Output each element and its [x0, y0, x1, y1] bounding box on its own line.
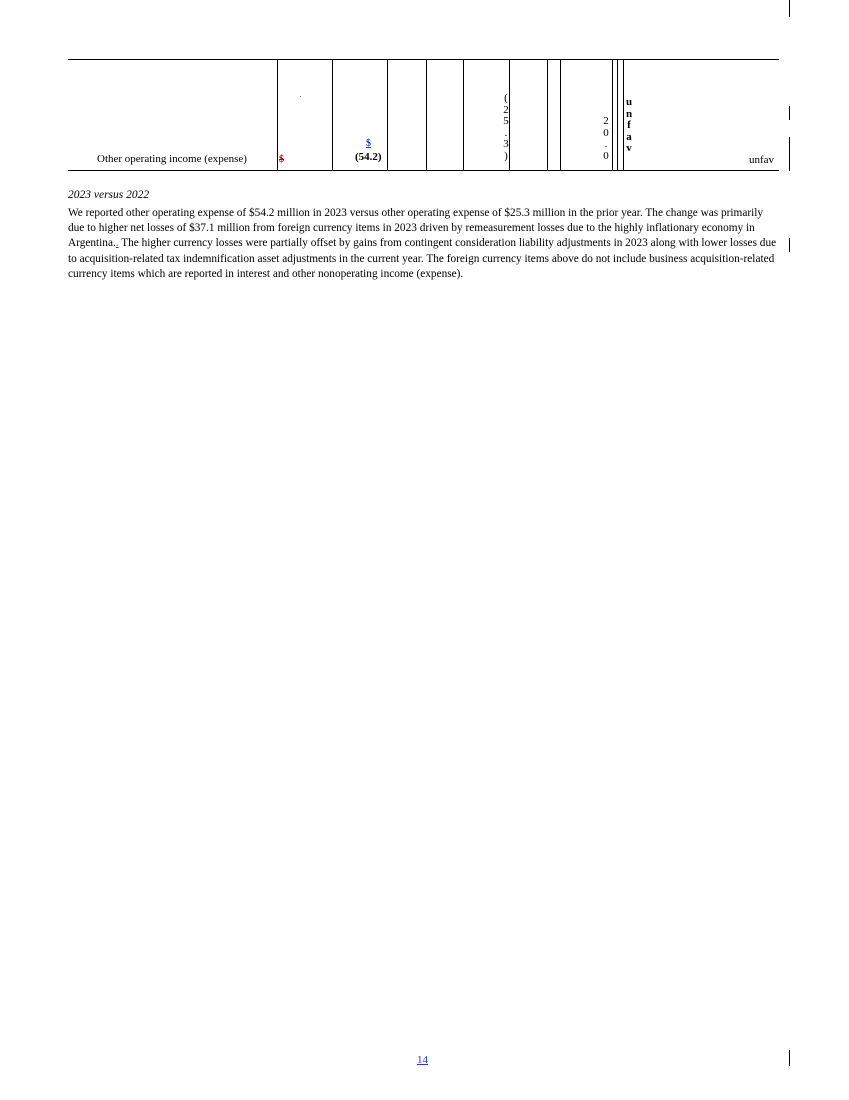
value-2023: (54.2)	[355, 151, 382, 163]
column-divider	[426, 60, 427, 170]
column-divider	[617, 60, 618, 170]
column-divider	[560, 60, 561, 170]
change-bar-table-2	[789, 137, 790, 171]
value-2022-vertical: ( 2 5 . 3 )	[503, 92, 509, 162]
fav-unfav-text: unfav	[749, 154, 775, 166]
body-paragraph	[68, 206, 780, 282]
change-bar-paragraph	[789, 238, 790, 252]
column-divider	[387, 60, 388, 170]
paragraph-part-2: The higher currency losses were partially offset by gains from contingent consideration liability adjustments in 2023 along with lower losses due to acquisition-related tax indemnification asset adjustments in the current year. The foreign currency items above do not include business acquisition-related currency items which are reported in interest and other nonoperating income (expense).	[68, 237, 777, 280]
currency-symbol-inserted: $	[366, 138, 371, 149]
table-top-rule	[68, 59, 779, 60]
revision-marker: .	[115, 237, 119, 250]
fav-unfav-vertical: u n f a v	[625, 96, 633, 154]
change-bar-top	[789, 0, 790, 17]
change-bar-footer	[789, 1050, 790, 1066]
page-number-link[interactable]: 14	[417, 1054, 428, 1066]
currency-symbol-deleted: $	[279, 154, 284, 165]
stray-mark	[300, 96, 301, 97]
column-divider	[547, 60, 548, 170]
column-divider	[463, 60, 464, 170]
table-bottom-rule	[68, 170, 779, 171]
column-divider	[612, 60, 613, 170]
change-bar-table-1	[789, 106, 790, 120]
section-heading: 2023 versus 2022	[68, 189, 150, 201]
column-divider	[332, 60, 333, 170]
column-divider	[277, 60, 278, 170]
row-label: Other operating income (expense)	[97, 153, 247, 165]
paragraph-part-1: We reported other operating expense of $54.2 million in 2023 versus other operating expense of $25.3 million in the prior year. The change was primarily due to higher net losses of $37.1 million from foreign currency items in 2023 driven by remeasurement losses due to the highly inflationary economy in Argentina.	[68, 207, 764, 250]
change-value-vertical: 2 0 . 0	[603, 115, 609, 162]
